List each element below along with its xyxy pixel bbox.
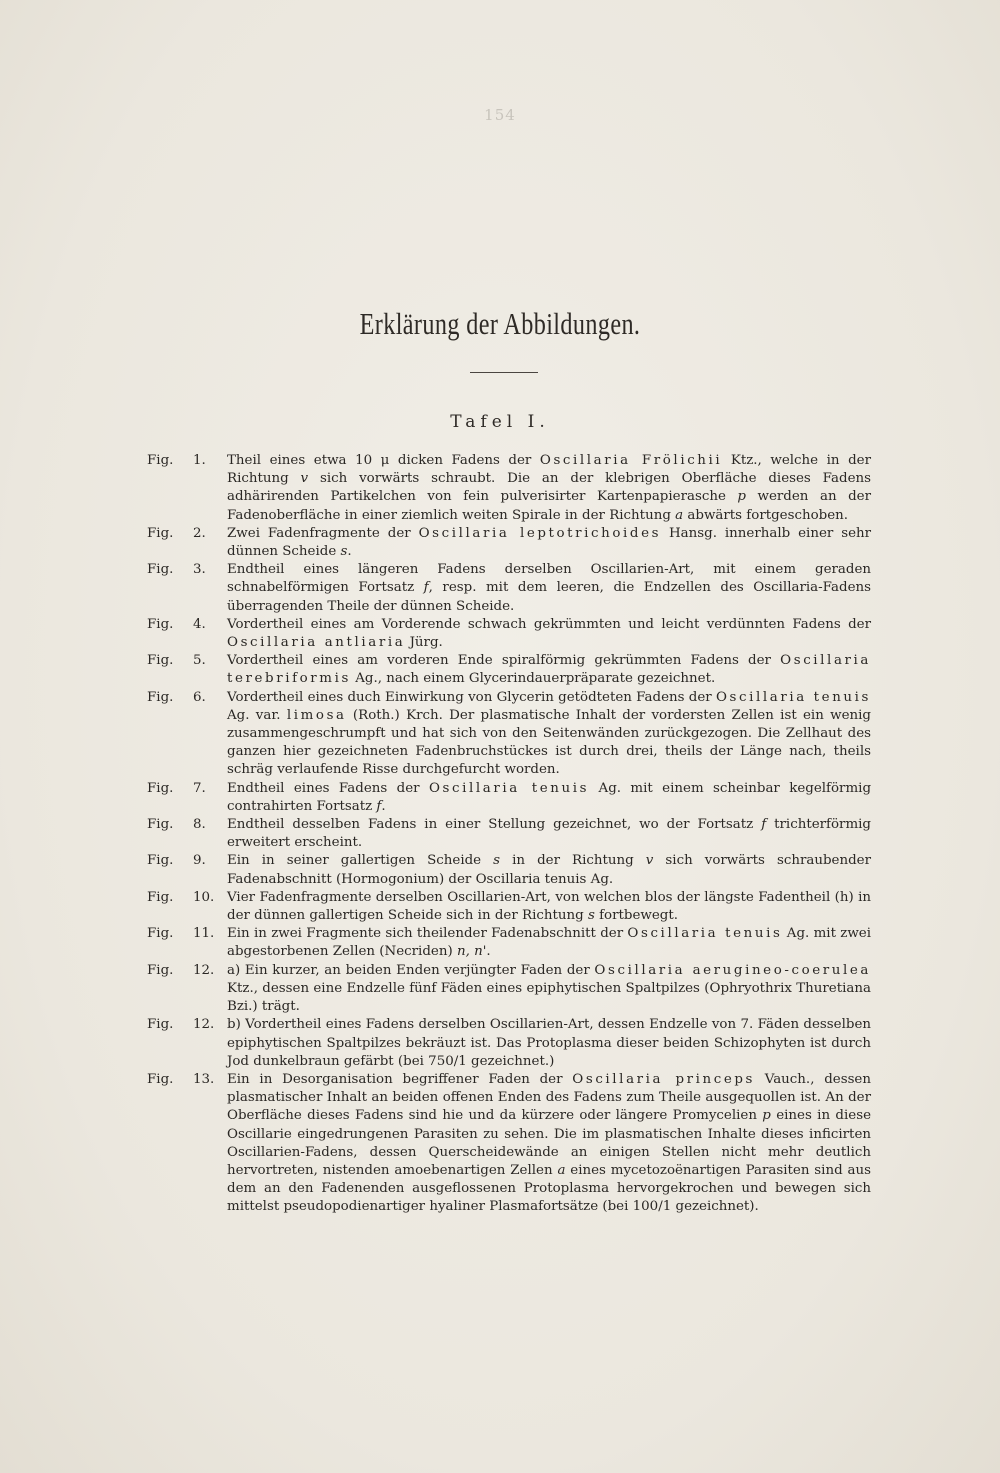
text-segment: werden an der Fadenoberfläche in einer ziemlich weiten Spirale in der Richtung	[227, 489, 871, 523]
species-name: limosa	[286, 707, 347, 723]
figure-label-text: Fig.	[147, 616, 174, 632]
figure-entry	[147, 689, 871, 780]
figure-entry	[147, 816, 871, 852]
figure-label	[147, 525, 227, 561]
figure-description	[227, 561, 871, 616]
text-segment: .	[486, 944, 491, 960]
figure-label-text: Fig.	[147, 853, 174, 869]
figure-entry	[147, 1016, 871, 1071]
text-segment: Ein in seiner gallertigen Scheide	[227, 853, 494, 869]
text-segment: Ag. mit zwei abgestorbenen Zellen (Necriden)	[227, 926, 871, 960]
figure-number: 2.	[193, 525, 206, 541]
figure-label	[147, 616, 227, 652]
text-segment: 100/1	[632, 1199, 672, 1215]
figure-description	[227, 616, 871, 652]
figure-number: 3.	[193, 562, 206, 578]
species-name: Oscillaria princeps	[572, 1071, 756, 1087]
species-name: Oscillaria antliaria	[227, 635, 406, 651]
figure-label	[147, 852, 227, 888]
plate-heading: Tafel I.	[450, 412, 550, 432]
figure-number: 4.	[193, 616, 206, 632]
italic-symbol: s	[587, 908, 595, 924]
figure-description	[227, 1071, 871, 1217]
text-segment: trichterförmig erweitert erscheint.	[227, 817, 871, 851]
figure-label-text: Fig.	[147, 525, 174, 541]
figure-explanations	[147, 452, 871, 1217]
text-segment: Ein in Desorganisation begriffener Faden der	[227, 1071, 573, 1087]
figure-description	[227, 962, 871, 1017]
italic-symbol: a	[675, 507, 684, 523]
figure-entry	[147, 1071, 871, 1217]
figure-entry	[147, 962, 871, 1017]
figure-entry	[147, 452, 871, 525]
text-segment: Jürg.	[405, 635, 443, 651]
italic-symbol: s	[340, 544, 348, 560]
species-name: Oscillaria tenuis	[715, 689, 871, 705]
text-segment: b) Vordertheil eines Fadens derselben Oscillarien-Art, dessen Endzelle von 7. Fäden desselben epiphytischen Spaltpilzes bekräuzt ist. Das Protoplasma dieser beiden Schizophyten ist durch Jod dunkelbraun gefärbt (bei	[227, 1017, 871, 1069]
text-segment: fortbewegt.	[594, 908, 678, 924]
figure-description	[227, 816, 871, 852]
text-segment: Ktz., dessen eine Endzelle fünf Fäden eines epiphytischen Spaltpilzes (Ophryothrix Thuretiana Bzi.) trägt.	[227, 980, 871, 1015]
figure-number: 9.	[193, 853, 206, 869]
italic-symbol: f	[423, 580, 429, 596]
text-segment: Vordertheil eines am Vorderende schwach gekrümmten und leicht verdünnten Fadens der	[227, 616, 871, 632]
figure-label-text: Fig.	[147, 1071, 174, 1087]
text-segment: Hansg. innerhalb einer sehr dünnen Scheide	[227, 525, 872, 560]
figure-entry	[147, 780, 871, 816]
figure-number: 13.	[193, 1071, 215, 1087]
figure-description	[227, 452, 871, 525]
figure-label	[147, 816, 227, 852]
species-name: Oscillaria tenuis	[627, 926, 783, 942]
figure-description	[227, 925, 871, 961]
figure-label-text: Fig.	[147, 689, 174, 705]
text-segment: in der Richtung	[500, 853, 646, 869]
italic-symbol: s	[493, 853, 501, 869]
text-segment: abwärts fortgeschoben.	[683, 507, 849, 523]
species-name: Oscillaria leptotrichoides	[418, 525, 662, 541]
text-segment: , resp. mit dem leeren, die Endzellen des Oscillaria-Fadens überragenden Theile der dünnen Scheide.	[227, 580, 872, 614]
italic-symbol: f	[761, 817, 767, 833]
figure-number: 11.	[193, 926, 215, 942]
species-name: Oscillaria aerugineo-coerulea	[594, 962, 871, 978]
figure-number: 12.	[193, 1017, 215, 1033]
text-segment: Vauch., dessen plasmatischer Inhalt an beiden offenen Enden des Fadens zum Theile ausgequollen ist. An der Oberfläche dieses Fadens sind hie und da kürzere oder längere Promycelien	[227, 1071, 871, 1124]
text-segment: eines mycetozoënartigen Parasiten sind aus dem an den Fadenenden ausgeflossenen Protoplasma hervorgekrochen und bewegen sich mittelst pseudopodienartiger hyaliner Plasmafortsätze (bei	[227, 1162, 871, 1215]
page-title: Erklärung der Abbildungen.	[359, 306, 641, 341]
figure-entry	[147, 525, 871, 561]
text-segment: eines in diese Oscillarie eingedrungenen Parasiten zu sehen. Die im plasmatischen Inhalte dieses inficirten Oscillarien-Fadens, dessen Querscheidewände an einigen Stellen nicht mehr deutlich hervortreten, nistenden amoebenartigen Zellen	[227, 1108, 871, 1178]
figure-description	[227, 652, 871, 688]
figure-entry	[147, 889, 871, 925]
species-name: Oscillaria tenuis	[428, 780, 590, 796]
text-segment: Ktz., welche in der Richtung	[227, 453, 871, 487]
figure-number: 6.	[193, 689, 206, 705]
figure-number: 5.	[193, 653, 206, 669]
text-segment: Endtheil eines Fadens der	[227, 780, 429, 796]
figure-label	[147, 780, 227, 816]
italic-symbol: p	[737, 489, 746, 505]
figure-description	[227, 1016, 871, 1071]
figure-number: 10.	[193, 889, 215, 905]
figure-label	[147, 652, 227, 688]
figure-entry	[147, 616, 871, 652]
text-segment: .	[347, 544, 352, 560]
figure-label	[147, 889, 227, 925]
italic-symbol: p	[762, 1108, 771, 1124]
species-name: Oscillaria terebriformis	[227, 653, 871, 687]
figure-label	[147, 1016, 227, 1071]
text-segment: Endtheil desselben Fadens in einer Stellung gezeichnet, wo der Fortsatz	[227, 817, 762, 833]
text-segment: gezeichnet).	[671, 1199, 759, 1215]
figure-label-text: Fig.	[147, 1017, 174, 1033]
text-segment: sich vorwärts schraubender Fadenabschnitt (Hormogonium) der Oscillaria tenuis Ag.	[227, 853, 871, 887]
italic-symbol: v	[645, 853, 654, 869]
text-segment: gezeichnet.)	[466, 1053, 555, 1069]
text-segment: .	[381, 798, 386, 814]
text-segment: sich vorwärts schraubt. Die an der klebrigen Oberfläche dieses Fadens adhärirenden Partikelchen von fein pulverisirter Kartenpapierasche	[227, 471, 871, 505]
species-name: Oscillaria Frölichii	[539, 453, 723, 468]
italic-symbol: v	[300, 471, 309, 487]
text-segment: Ag., nach einem Glycerindauerpräparate gezeichnet.	[350, 671, 716, 687]
figure-label-text: Fig.	[147, 562, 174, 578]
figure-label-text: Fig.	[147, 453, 174, 468]
text-segment: a) Ein kurzer, an beiden Enden verjüngter Faden der	[227, 962, 595, 978]
text-segment: Theil eines etwa 10 μ dicken Fadens der	[227, 453, 540, 468]
italic-symbol: a	[557, 1162, 566, 1178]
figure-label	[147, 689, 227, 780]
figure-description	[227, 852, 871, 888]
title-divider	[470, 372, 538, 373]
figure-number: 7.	[193, 780, 206, 796]
figure-label	[147, 561, 227, 616]
text-segment: 750/1	[428, 1053, 467, 1069]
text-segment: Ag. mit einem scheinbar kegelförmig contrahirten Fortsatz	[227, 780, 872, 814]
figure-number: 8.	[193, 817, 206, 833]
figure-number: 12.	[193, 962, 215, 978]
figure-entry	[147, 652, 871, 688]
figure-label-text: Fig.	[147, 926, 174, 942]
figure-description	[227, 889, 871, 925]
figure-label-text: Fig.	[147, 817, 174, 833]
figure-description	[227, 780, 871, 816]
figure-label	[147, 962, 227, 1017]
italic-symbol: f	[376, 798, 382, 814]
figure-label-text: Fig.	[147, 653, 174, 669]
text-segment: Ag. var.	[227, 707, 287, 723]
figure-label	[147, 1071, 227, 1217]
figure-label	[147, 452, 227, 525]
figure-label-text: Fig.	[147, 780, 174, 796]
text-segment: Endtheil eines längeren Fadens derselben Oscillarien-Art, mit einem geraden schnabelförmigen Fortsatz	[227, 562, 871, 596]
figure-entry	[147, 561, 871, 616]
figure-label	[147, 925, 227, 961]
figure-description	[227, 689, 871, 780]
text-segment: (Roth.) Krch. Der plasmatische Inhalt der vordersten Zellen ist ein wenig zusammengeschrumpft und hat sich von den Seitenwänden zurückgezogen. Die Zellhaut des ganzen hier gezeichneten Fadenbruchstückes ist durch drei, theils der Länge nach, theils schräg verlaufende Risse durchgefurcht worden.	[227, 707, 871, 778]
figure-description	[227, 525, 871, 561]
page-number: 154	[484, 106, 516, 124]
figure-entry	[147, 925, 871, 961]
text-segment: Vordertheil eines am vorderen Ende spiralförmig gekrümmten Fadens der	[227, 653, 781, 669]
text-segment: Zwei Fadenfragmente der	[227, 525, 419, 541]
figure-label-text: Fig.	[147, 889, 174, 905]
text-segment: Vordertheil eines duch Einwirkung von Glycerin getödteten Fadens der	[227, 689, 716, 705]
figure-label-text: Fig.	[147, 962, 174, 978]
figure-entry	[147, 852, 871, 888]
text-segment: Ein in zwei Fragmente sich theilender Fadenabschnitt der	[227, 926, 628, 942]
text-segment: Vier Fadenfragmente derselben Oscillarien-Art, von welchen blos der längste Fadentheil (h) in der dünnen gallertigen Scheide sich in der Richtung	[227, 889, 871, 924]
figure-number: 1.	[193, 453, 206, 468]
italic-symbol: n, n'	[456, 944, 487, 960]
